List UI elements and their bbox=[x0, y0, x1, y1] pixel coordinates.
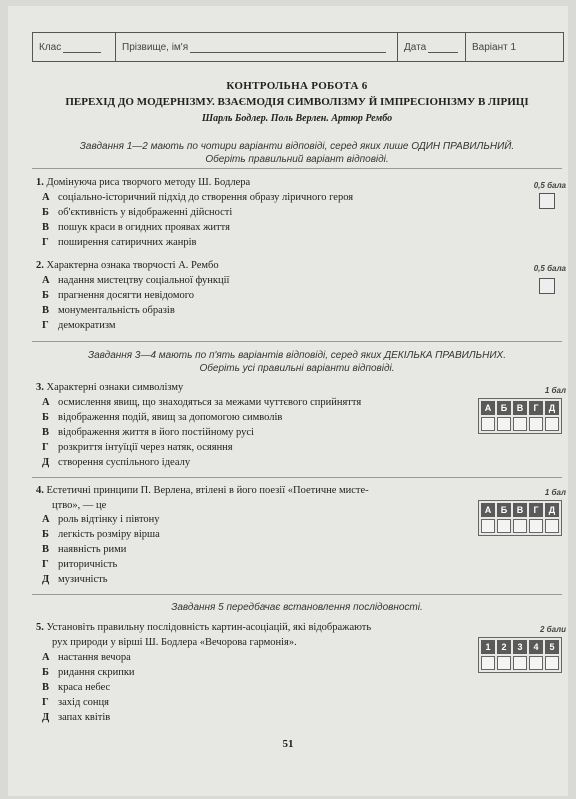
grid-header-cell: А bbox=[481, 503, 495, 517]
answer-box[interactable] bbox=[539, 193, 555, 209]
grid-header-cell: В bbox=[513, 503, 527, 517]
option[interactable]: Д створення суспільного ідеалу bbox=[42, 457, 191, 468]
instruction-5: Завдання 5 передбачає встановлення послідовності. bbox=[171, 602, 423, 613]
divider bbox=[32, 168, 562, 169]
option[interactable]: Г розкриття інтуїції через натяк, осяяння bbox=[42, 442, 233, 453]
authors-subtitle: Шарль Бодлер. Поль Верлен. Артюр Рембо bbox=[201, 113, 393, 124]
question-number: 4. bbox=[36, 485, 44, 496]
divider bbox=[32, 477, 562, 478]
points-label: 2 бали bbox=[539, 625, 566, 634]
points-label: 0,5 бала bbox=[533, 264, 566, 273]
option[interactable]: Г захід сонця bbox=[42, 697, 109, 708]
option[interactable]: Г поширення сатиричних жанрів bbox=[42, 237, 197, 248]
question-number: 5. bbox=[36, 622, 44, 633]
answer-grid bbox=[478, 637, 562, 673]
variant-field bbox=[465, 33, 563, 61]
student-info-bar bbox=[32, 32, 564, 62]
topic-title: ПЕРЕХІД ДО МОДЕРНІЗМУ. ВЗАЄМОДІЯ СИМВОЛІЗМУ Й ІМПРЕСІОНІЗМУ В ЛІРИЦІ bbox=[65, 96, 529, 108]
class-field[interactable] bbox=[33, 33, 115, 61]
answer-cell[interactable] bbox=[497, 417, 511, 431]
option[interactable]: А настання вечора bbox=[42, 652, 131, 663]
grid-header-cell: 2 bbox=[497, 640, 511, 654]
option[interactable]: Д запах квітів bbox=[42, 712, 111, 723]
question-text: Характерна ознака творчості А. Рембо bbox=[46, 260, 219, 271]
answer-cell[interactable] bbox=[529, 519, 543, 533]
question-2 bbox=[36, 258, 219, 273]
answer-cell[interactable] bbox=[513, 519, 527, 533]
instruction-1-2-b: Оберіть правильний варіант відповіді. bbox=[205, 154, 389, 165]
divider bbox=[32, 594, 562, 595]
grid-header-cell: Г bbox=[529, 503, 543, 517]
name-field[interactable] bbox=[115, 33, 397, 61]
option[interactable]: В наявність рими bbox=[42, 544, 127, 555]
option[interactable]: Г демократизм bbox=[42, 320, 116, 331]
question-text: Установіть правильну послідовність картин-асоціацій, які відображають bbox=[46, 622, 372, 633]
grid-header-cell: 5 bbox=[545, 640, 559, 654]
question-text: Характерні ознаки символізму bbox=[46, 382, 184, 393]
grid-header-cell: В bbox=[513, 401, 527, 415]
answer-grid bbox=[478, 500, 562, 536]
option[interactable]: В краса небес bbox=[42, 682, 111, 693]
option[interactable]: Б ридання скрипки bbox=[42, 667, 135, 678]
question-number: 1. bbox=[36, 177, 44, 188]
date-field[interactable] bbox=[397, 33, 465, 61]
grid-header-cell: Д bbox=[545, 401, 559, 415]
answer-cell[interactable] bbox=[497, 656, 511, 670]
divider bbox=[32, 341, 562, 342]
option[interactable]: В монументальність образів bbox=[42, 305, 175, 316]
answer-cell[interactable] bbox=[497, 519, 511, 533]
answer-cell[interactable] bbox=[513, 656, 527, 670]
grid-header-cell: Г bbox=[529, 401, 543, 415]
grid-header-cell: Д bbox=[545, 503, 559, 517]
answer-cell[interactable] bbox=[513, 417, 527, 431]
option[interactable]: А осмислення явищ, що знаходяться за межами чуттєвого сприйняття bbox=[42, 397, 362, 408]
option[interactable]: Д музичність bbox=[42, 574, 108, 585]
option[interactable]: В відображення життя в його постійному русі bbox=[42, 427, 254, 438]
question-text: Естетичні принципи П. Верлена, втілені в його поезії «Поетичне мисте- bbox=[46, 485, 369, 496]
option[interactable]: Б об'єктивність у відображенні дійсності bbox=[42, 207, 233, 218]
question-3 bbox=[36, 380, 183, 395]
grid-header-cell: 1 bbox=[481, 640, 495, 654]
question-text: Домінуюча риса творчого методу Ш. Бодлера bbox=[46, 177, 251, 188]
option[interactable]: А надання мистецтву соціальної функції bbox=[42, 275, 230, 286]
answer-cell[interactable] bbox=[529, 417, 543, 431]
option[interactable]: А соціально-історичний підхід до створення образу ліричного героя bbox=[42, 192, 354, 203]
instruction-1-2: Завдання 1—2 мають по чотири варіанти відповіді, серед яких лише ОДИН ПРАВИЛЬНИЙ. bbox=[79, 141, 515, 152]
answer-grid bbox=[478, 398, 562, 434]
date-label: Дата bbox=[404, 41, 427, 53]
question-number: 3. bbox=[36, 382, 44, 393]
question-1 bbox=[36, 175, 250, 190]
name-label: Прізвище, ім'я bbox=[122, 41, 189, 53]
answer-cell[interactable] bbox=[481, 656, 495, 670]
grid-header-cell: Б bbox=[497, 503, 511, 517]
page-number: 51 bbox=[282, 738, 294, 750]
option[interactable]: Б відображення подій, явищ за допомогою символів bbox=[42, 412, 283, 423]
option[interactable]: А роль відтінку і півтону bbox=[42, 514, 160, 525]
grid-header-cell: 3 bbox=[513, 640, 527, 654]
points-label: 1 бал bbox=[544, 386, 566, 395]
grid-header-cell: 4 bbox=[529, 640, 543, 654]
option[interactable]: Г риторичність bbox=[42, 559, 118, 570]
points-label: 1 бал bbox=[544, 488, 566, 497]
answer-cell[interactable] bbox=[545, 656, 559, 670]
question-4 bbox=[36, 483, 369, 498]
instruction-3-4-b: Оберіть усі правильні варіанти відповіді. bbox=[199, 363, 395, 374]
grid-header-cell: А bbox=[481, 401, 495, 415]
question-text-cont: рух природи у вірші Ш. Бодлера «Вечорова гармонія». bbox=[52, 637, 297, 648]
question-text-cont: цтво», — це bbox=[52, 500, 107, 511]
question-number: 2. bbox=[36, 260, 44, 271]
answer-cell[interactable] bbox=[545, 417, 559, 431]
answer-cell[interactable] bbox=[481, 519, 495, 533]
work-title: КОНТРОЛЬНА РОБОТА 6 bbox=[226, 80, 368, 92]
answer-box[interactable] bbox=[539, 278, 555, 294]
option[interactable]: В пошук краси в огидних проявах життя bbox=[42, 222, 230, 233]
option[interactable]: Б прагнення досягти невідомого bbox=[42, 290, 195, 301]
option[interactable]: Б легкість розміру вірша bbox=[42, 529, 160, 540]
points-label: 0,5 бала bbox=[533, 181, 566, 190]
grid-header-cell: Б bbox=[497, 401, 511, 415]
answer-cell[interactable] bbox=[529, 656, 543, 670]
class-label: Клас bbox=[39, 41, 62, 53]
answer-cell[interactable] bbox=[545, 519, 559, 533]
answer-cell[interactable] bbox=[481, 417, 495, 431]
instruction-3-4: Завдання 3—4 мають по п'ять варіантів відповіді, серед яких ДЕКІЛЬКА ПРАВИЛЬНИХ. bbox=[87, 350, 506, 361]
question-5 bbox=[36, 620, 371, 635]
variant-label: Варіант 1 bbox=[472, 41, 517, 53]
